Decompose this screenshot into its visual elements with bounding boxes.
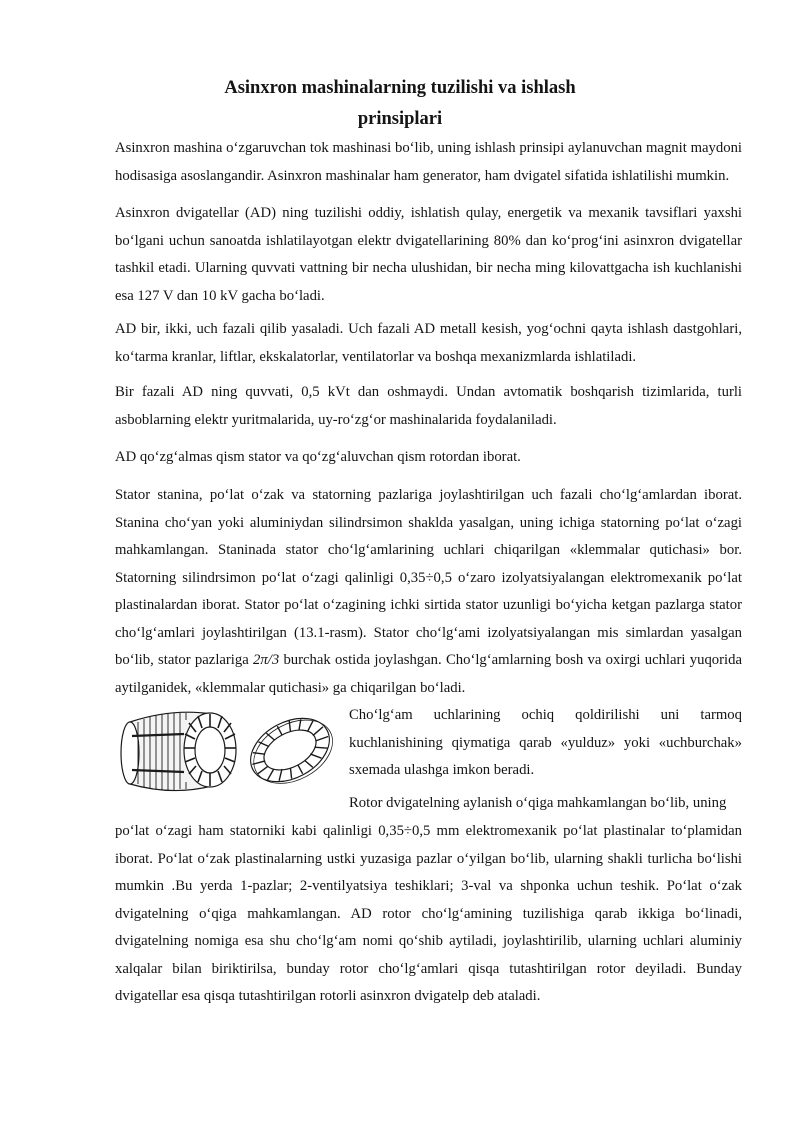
stator-lamination-drawing bbox=[240, 705, 344, 797]
paragraph-single-phase: Bir fazali AD ning quvvati, 0,5 kVt dan oshmaydi. Undan avtomatik boshqarish tizimlarida, turli asboblarning elektr yuritmalarida, uy-ro‘zg‘or mashinalarida foydalaniladi. bbox=[115, 384, 742, 428]
stator-text-part-2: burchak ostida joylashgan. Cho‘lg‘amlarning bosh va oxirgi uchlari yuqorida aytilganidek, «klemmalar qutichasi» ga chiqarilgan bo‘ladi. bbox=[115, 652, 742, 696]
paragraph-stator-description bbox=[115, 482, 742, 702]
stator-text-part-1: Stator stanina, po‘lat o‘zak va statorning pazlariga joylashtirilgan uch fazali cho‘lg‘amlardan iborat. Stanina cho‘yan yoki aluminiydan silindrsimon shaklda yasalgan, uning ichiga statorning po‘lat o‘zagi mahkamlangan. Staninada stator cho‘lg‘amlarining uchlari chiqarilgan «klemmalar qutichasi» bor. Statorning silindrsimon po‘lat o‘zagi qalinligi 0,35÷0,5 o‘zaro izolyatsiyalangan elektromexanik po‘lat plastinalardan iborat. Stator po‘lat o‘zagining ichki sirtida stator uzunligi bo‘yicha ketgan pazlarga stator cho‘lg‘amlari joylashtirilgan (13.1-rasm). Stator cho‘lg‘ami izolyatsiyalangan mis simlardan yasalgan bo‘lib, stator pazlariga bbox=[115, 487, 742, 668]
paragraph-ad-overview: Asinxron dvigatellar (AD) ning tuzilishi oddiy, ishlatish qulay, energetik va mexanik tavsiflari yaxshi bo‘lgani uchun sanoatda ishlatilayotgan elektr dvigatellarining 80% dan ko‘prog‘ini asinxron dvigatellar tashkil etadi. Ularning quvvati vattning bir necha ulushidan, bir necha ming kilovattgacha ish kuchlanishi esa 127 V dan 10 kV gacha bo‘ladi. bbox=[115, 205, 742, 304]
document-title-line-1: Asinxron mashinalarning tuzilishi va ishlash bbox=[224, 78, 576, 98]
paragraph-intro: Asinxron mashina o‘zgaruvchan tok mashinasi bo‘lib, uning ishlash prinsipi aylanuvchan magnit maydoni hodisasiga asoslangandir. Asinxron mashinalar ham generator, ham dvigatel sifatida ishlatilishi mumkin. bbox=[115, 140, 742, 184]
paragraph-winding-ends: Cho‘lg‘am uchlarining ochiq qoldirilishi uni tarmoq kuchlanishining qiymatiga qarab «yulduz» yoki «uchburchak» sxemada ulashga imkon beradi. bbox=[349, 707, 742, 778]
paragraph-rotor-description: po‘lat o‘zagi ham statorniki kabi qalinligi 0,35÷0,5 mm elektromexanik po‘lat plastinalar to‘plamidan iborat. Po‘lat o‘zak plastinalarning ustki yuzasiga pazlar o‘yilgan bo‘lib, ularning shakli turlicha bo‘lishi mumkin .Bu yerda 1-pazlar; 2-ventilyatsiya teshiklari; 3-val va shponka uchun teshik. Po‘lat o‘zak dvigatelning o‘qiga mahkamlangan. AD rotor cho‘lg‘amining tuzilishiga qarab ikkiga bo‘linadi, dvigatelning nomiga esa shu cho‘lg‘am nomi qo‘shib aytiladi, joylashtirilib, ularning uchlari aluminiy xalqalar bilan biriktirilsa, bunday rotor cho‘lg‘amlari qisqa tutashtirilgan rotor deyiladi. Bunday dvigatellar esa qisqa tutashtirilgan rotorli asinxron dvigatelp deb ataladi. bbox=[115, 823, 742, 1004]
document-title-line-2: prinsiplari bbox=[357, 109, 443, 129]
stator-core-figure bbox=[112, 700, 344, 800]
paragraph-rotor-intro: Rotor dvigatelning aylanish o‘qiga mahkamlangan bo‘lib, uning bbox=[349, 795, 727, 811]
angle-value: 2π/3 bbox=[253, 652, 280, 668]
stator-cylinder-drawing bbox=[121, 712, 236, 790]
paragraph-stator-rotor: AD qo‘zg‘almas qism stator va qo‘zg‘aluvchan qism rotordan iborat. bbox=[115, 449, 521, 465]
paragraph-phases: AD bir, ikki, uch fazali qilib yasaladi. Uch fazali AD metall kesish, yog‘ochni qayta ishlash dastgohlari, ko‘tarma kranlar, liftlar, ekskalatorlar, ventilatorlar va boshqa mexanizmlarda ishlatiladi. bbox=[115, 321, 742, 365]
